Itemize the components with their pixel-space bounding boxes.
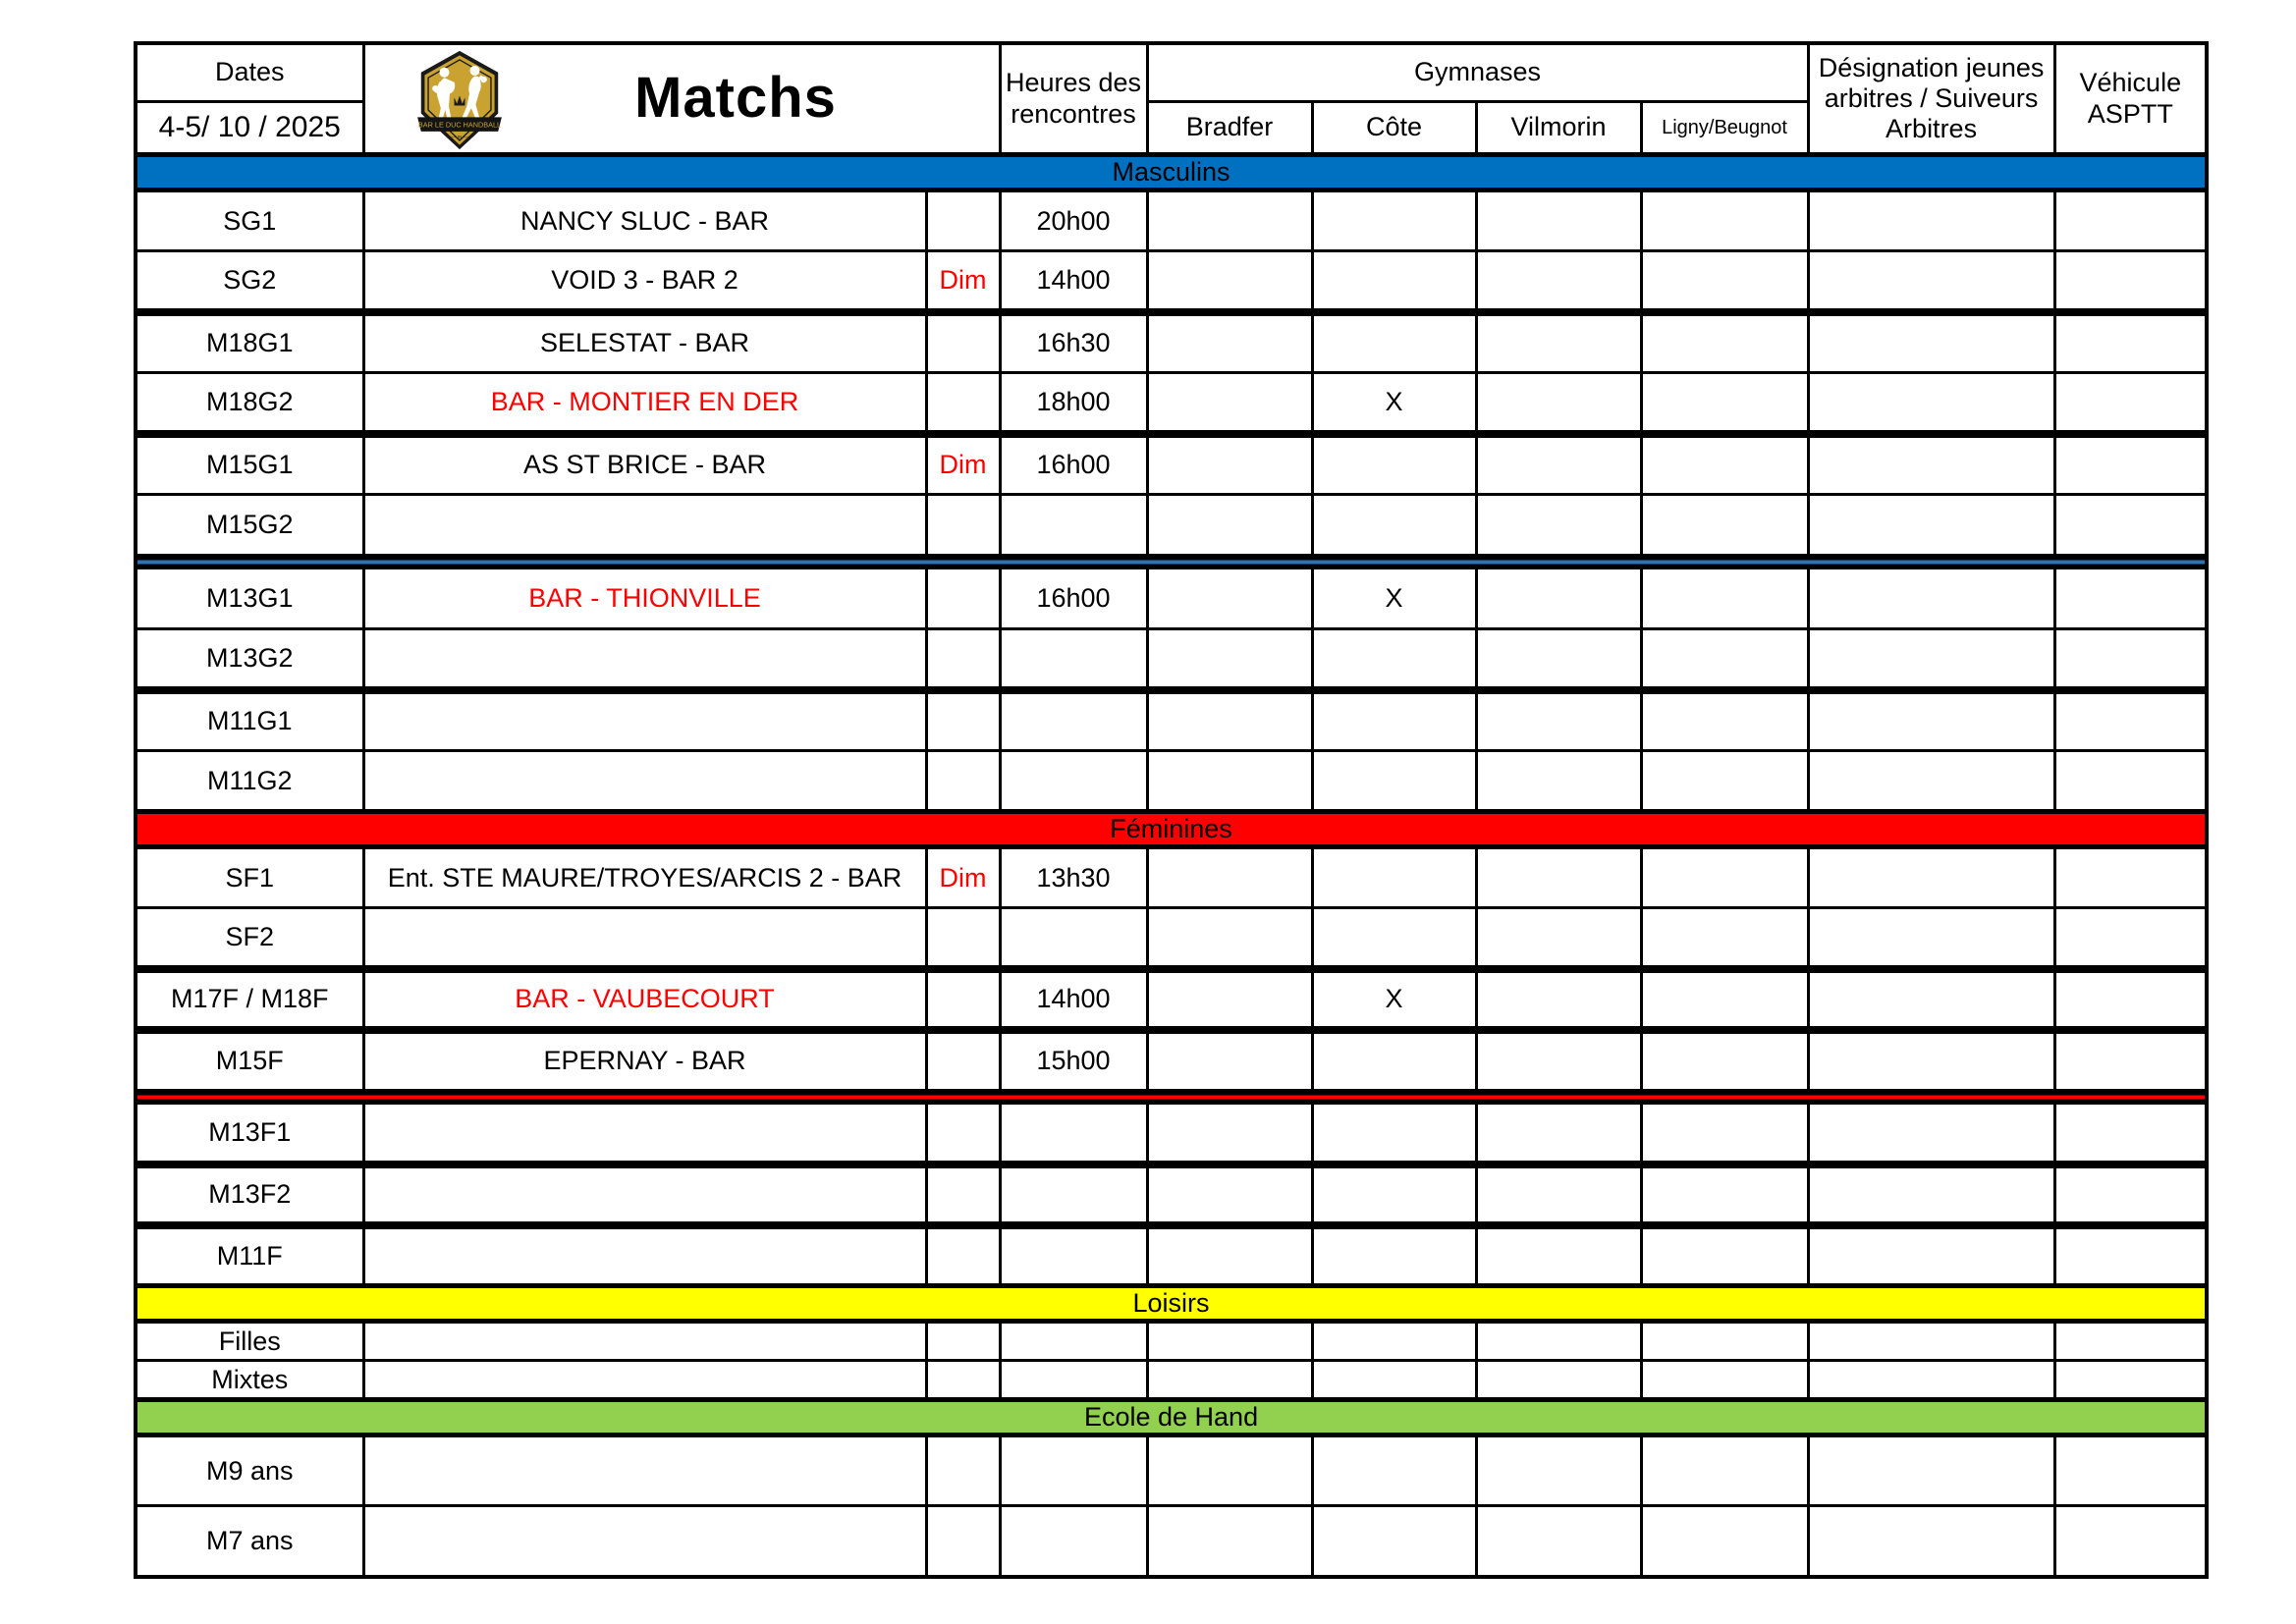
- time-cell: [1000, 495, 1147, 556]
- match-cell: Ent. STE MAURE/TROYES/ARCIS 2 - BAR: [363, 847, 926, 908]
- gym-cell-ligny-beugnot: [1641, 908, 1808, 969]
- category-cell: SF2: [136, 908, 363, 969]
- designation-cell: [1808, 751, 2054, 812]
- gym-cell-bradfer: [1147, 629, 1312, 690]
- gym-cell-vilmorin: [1476, 568, 1641, 629]
- match-cell: [363, 1322, 926, 1361]
- gym-cell-bradfer: [1147, 847, 1312, 908]
- category-cell: M9 ans: [136, 1435, 363, 1506]
- gym-cell-cote: [1312, 1030, 1476, 1091]
- gym-cell-vilmorin: [1476, 251, 1641, 312]
- gym-cell-vilmorin: [1476, 1506, 1641, 1577]
- vehicule-cell: [2054, 1030, 2207, 1091]
- match-cell: [363, 751, 926, 812]
- time-cell: 14h00: [1000, 969, 1147, 1030]
- vehicule-cell: [2054, 1361, 2207, 1400]
- gym-cell-vilmorin: [1476, 312, 1641, 373]
- designation-cell: [1808, 690, 2054, 751]
- gym-cell-ligny-beugnot: [1641, 251, 1808, 312]
- gym-cell-bradfer: [1147, 373, 1312, 434]
- heures-header-cell: Heures des rencontres: [1000, 43, 1147, 155]
- time-cell: [1000, 1361, 1147, 1400]
- gym-cell-ligny-beugnot: [1641, 373, 1808, 434]
- dim-cell: [926, 373, 1000, 434]
- category-cell: M15G2: [136, 495, 363, 556]
- time-cell: [1000, 1104, 1147, 1164]
- match-cell: SELESTAT - BAR: [363, 312, 926, 373]
- club-logo: [409, 49, 511, 151]
- gym-cell-bradfer: [1147, 190, 1312, 251]
- dim-cell: [926, 1104, 1000, 1164]
- vehicule-header-cell: Véhicule ASPTT: [2054, 43, 2207, 155]
- gym-cell-bradfer: [1147, 495, 1312, 556]
- category-cell: M17F / M18F: [136, 969, 363, 1030]
- designation-cell: [1808, 495, 2054, 556]
- match-cell: EPERNAY - BAR: [363, 1030, 926, 1091]
- category-cell: M11F: [136, 1225, 363, 1286]
- gym-cell-vilmorin: [1476, 690, 1641, 751]
- page-title: Matchs: [634, 66, 837, 131]
- match-schedule-table: [134, 41, 2209, 1579]
- gym-cell-bradfer: [1147, 969, 1312, 1030]
- match-cell: [363, 1225, 926, 1286]
- gym-cell-cote: [1312, 629, 1476, 690]
- category-cell: SF1: [136, 847, 363, 908]
- dim-cell: [926, 495, 1000, 556]
- gym-cell-ligny-beugnot: [1641, 1361, 1808, 1400]
- vehicule-cell: [2054, 373, 2207, 434]
- category-cell: M13G2: [136, 629, 363, 690]
- gym-cell-ligny-beugnot: [1641, 568, 1808, 629]
- dim-cell: [926, 629, 1000, 690]
- gym-cell-ligny-beugnot: [1641, 1506, 1808, 1577]
- gym-cell-vilmorin: [1476, 373, 1641, 434]
- category-cell: M7 ans: [136, 1506, 363, 1577]
- gym-cell-cote: X: [1312, 373, 1476, 434]
- gym-cell-bradfer: [1147, 1322, 1312, 1361]
- match-cell: [363, 1435, 926, 1506]
- dim-cell: Dim: [926, 434, 1000, 495]
- category-cell: Filles: [136, 1322, 363, 1361]
- vehicule-cell: [2054, 434, 2207, 495]
- vehicule-cell: [2054, 1225, 2207, 1286]
- category-cell: M13F2: [136, 1164, 363, 1225]
- time-cell: 16h00: [1000, 568, 1147, 629]
- gym-cell-ligny-beugnot: [1641, 847, 1808, 908]
- dim-cell: [926, 1506, 1000, 1577]
- dim-cell: Dim: [926, 847, 1000, 908]
- time-cell: 15h00: [1000, 1030, 1147, 1091]
- gym-cell-cote: X: [1312, 969, 1476, 1030]
- vehicule-cell: [2054, 690, 2207, 751]
- dim-cell: Dim: [926, 251, 1000, 312]
- gym-cell-bradfer: [1147, 434, 1312, 495]
- gym-cell-cote: [1312, 1322, 1476, 1361]
- match-cell: [363, 629, 926, 690]
- logo-banner-text: BAR LE DUC HANDBALL: [417, 120, 501, 130]
- match-cell: [363, 690, 926, 751]
- gym-cell-bradfer: [1147, 1506, 1312, 1577]
- designation-cell: [1808, 969, 2054, 1030]
- vehicule-cell: [2054, 629, 2207, 690]
- vehicule-cell: [2054, 190, 2207, 251]
- gym-cell-ligny-beugnot: [1641, 1164, 1808, 1225]
- gym-cell-vilmorin: [1476, 969, 1641, 1030]
- vehicule-cell: [2054, 847, 2207, 908]
- gym-cell-ligny-beugnot: [1641, 434, 1808, 495]
- designation-cell: [1808, 312, 2054, 373]
- gym-cell-cote: [1312, 1225, 1476, 1286]
- vehicule-cell: [2054, 1322, 2207, 1361]
- vehicule-cell: [2054, 969, 2207, 1030]
- match-cell: [363, 1104, 926, 1164]
- gym-cell-cote: [1312, 751, 1476, 812]
- gym-cell-vilmorin: [1476, 1030, 1641, 1091]
- gym-cell-bradfer: [1147, 568, 1312, 629]
- gym-cell-ligny-beugnot: [1641, 629, 1808, 690]
- gym-cell-ligny-beugnot: [1641, 690, 1808, 751]
- time-cell: 16h30: [1000, 312, 1147, 373]
- section-band: Masculins: [136, 155, 2207, 190]
- category-cell: M15G1: [136, 434, 363, 495]
- gym-cell-vilmorin: [1476, 629, 1641, 690]
- gym-cell-vilmorin: [1476, 1435, 1641, 1506]
- designation-cell: [1808, 1435, 2054, 1506]
- time-cell: [1000, 1225, 1147, 1286]
- designation-cell: [1808, 434, 2054, 495]
- gym-cell-cote: [1312, 251, 1476, 312]
- date-value-cell: 4-5/ 10 / 2025: [136, 102, 363, 155]
- match-cell: BAR - MONTIER EN DER: [363, 373, 926, 434]
- gym-cell-cote: [1312, 434, 1476, 495]
- gym-cell-vilmorin: [1476, 908, 1641, 969]
- match-cell: [363, 1361, 926, 1400]
- gymnases-header-cell: Gymnases: [1147, 43, 1808, 102]
- gym-cell-vilmorin: [1476, 495, 1641, 556]
- category-cell: M18G1: [136, 312, 363, 373]
- gym-cell-ligny-beugnot: [1641, 751, 1808, 812]
- gym-cell-bradfer: [1147, 1104, 1312, 1164]
- vehicule-cell: [2054, 251, 2207, 312]
- gym-col-vilmorin: Vilmorin: [1476, 102, 1641, 155]
- match-cell: [363, 1506, 926, 1577]
- gym-cell-cote: [1312, 1164, 1476, 1225]
- gym-cell-vilmorin: [1476, 190, 1641, 251]
- gym-cell-bradfer: [1147, 1361, 1312, 1400]
- dim-cell: [926, 969, 1000, 1030]
- gym-cell-bradfer: [1147, 251, 1312, 312]
- designation-cell: [1808, 847, 2054, 908]
- gym-cell-ligny-beugnot: [1641, 312, 1808, 373]
- category-cell: M13F1: [136, 1104, 363, 1164]
- vehicule-cell: [2054, 1435, 2207, 1506]
- gym-cell-ligny-beugnot: [1641, 1435, 1808, 1506]
- category-cell: SG2: [136, 251, 363, 312]
- designation-cell: [1808, 1506, 2054, 1577]
- match-cell: VOID 3 - BAR 2: [363, 251, 926, 312]
- time-cell: 18h00: [1000, 373, 1147, 434]
- gym-cell-cote: [1312, 908, 1476, 969]
- category-cell: M11G2: [136, 751, 363, 812]
- match-cell: NANCY SLUC - BAR: [363, 190, 926, 251]
- designation-cell: [1808, 1322, 2054, 1361]
- gym-cell-ligny-beugnot: [1641, 1104, 1808, 1164]
- time-cell: [1000, 908, 1147, 969]
- gym-cell-ligny-beugnot: [1641, 1322, 1808, 1361]
- gym-cell-vilmorin: [1476, 1104, 1641, 1164]
- vehicule-cell: [2054, 908, 2207, 969]
- gym-cell-ligny-beugnot: [1641, 1225, 1808, 1286]
- vehicule-cell: [2054, 495, 2207, 556]
- designation-cell: [1808, 1030, 2054, 1091]
- gym-cell-vilmorin: [1476, 1164, 1641, 1225]
- dim-cell: [926, 1361, 1000, 1400]
- gym-col-bradfer: Bradfer: [1147, 102, 1312, 155]
- designation-cell: [1808, 1225, 2054, 1286]
- designation-cell: [1808, 629, 2054, 690]
- gym-cell-cote: [1312, 190, 1476, 251]
- match-cell: BAR - VAUBECOURT: [363, 969, 926, 1030]
- gym-col-cote: Côte: [1312, 102, 1476, 155]
- designation-cell: [1808, 1361, 2054, 1400]
- time-cell: [1000, 1435, 1147, 1506]
- category-cell: Mixtes: [136, 1361, 363, 1400]
- time-cell: [1000, 1322, 1147, 1361]
- schedule-rows: [136, 155, 2207, 1577]
- designation-cell: [1808, 1104, 2054, 1164]
- vehicule-cell: [2054, 1104, 2207, 1164]
- gym-cell-cote: [1312, 1435, 1476, 1506]
- dim-cell: [926, 568, 1000, 629]
- category-cell: M15F: [136, 1030, 363, 1091]
- designation-cell: [1808, 251, 2054, 312]
- dates-header-cell: Dates: [136, 43, 363, 102]
- time-cell: 16h00: [1000, 434, 1147, 495]
- gym-cell-ligny-beugnot: [1641, 495, 1808, 556]
- gym-cell-bradfer: [1147, 312, 1312, 373]
- match-cell: [363, 1164, 926, 1225]
- gym-cell-bradfer: [1147, 1164, 1312, 1225]
- dim-cell: [926, 690, 1000, 751]
- category-cell: M18G2: [136, 373, 363, 434]
- designation-cell: [1808, 568, 2054, 629]
- gym-cell-vilmorin: [1476, 847, 1641, 908]
- dim-cell: [926, 190, 1000, 251]
- dim-cell: [926, 1322, 1000, 1361]
- dim-cell: [926, 1030, 1000, 1091]
- gym-cell-cote: X: [1312, 568, 1476, 629]
- separator-line: [136, 556, 2207, 568]
- gym-cell-ligny-beugnot: [1641, 190, 1808, 251]
- gym-cell-bradfer: [1147, 908, 1312, 969]
- matchs-header-cell: [363, 43, 1000, 155]
- time-cell: [1000, 751, 1147, 812]
- section-band: Féminines: [136, 812, 2207, 847]
- gym-cell-vilmorin: [1476, 751, 1641, 812]
- gym-cell-cote: [1312, 690, 1476, 751]
- designation-cell: [1808, 190, 2054, 251]
- gym-cell-cote: [1312, 312, 1476, 373]
- gym-cell-cote: [1312, 1506, 1476, 1577]
- dim-cell: [926, 312, 1000, 373]
- gym-cell-vilmorin: [1476, 1322, 1641, 1361]
- time-cell: 20h00: [1000, 190, 1147, 251]
- gym-cell-bradfer: [1147, 1435, 1312, 1506]
- gym-cell-cote: [1312, 1361, 1476, 1400]
- dim-cell: [926, 1164, 1000, 1225]
- match-cell: AS ST BRICE - BAR: [363, 434, 926, 495]
- vehicule-cell: [2054, 312, 2207, 373]
- designation-cell: [1808, 373, 2054, 434]
- match-cell: BAR - THIONVILLE: [363, 568, 926, 629]
- gym-cell-cote: [1312, 1104, 1476, 1164]
- category-cell: M13G1: [136, 568, 363, 629]
- match-cell: [363, 908, 926, 969]
- gym-cell-ligny-beugnot: [1641, 1030, 1808, 1091]
- category-cell: M11G1: [136, 690, 363, 751]
- vehicule-cell: [2054, 1506, 2207, 1577]
- gym-cell-bradfer: [1147, 751, 1312, 812]
- time-cell: [1000, 629, 1147, 690]
- logo-bottom-text: — IN —: [451, 135, 467, 140]
- gym-cell-cote: [1312, 495, 1476, 556]
- vehicule-cell: [2054, 568, 2207, 629]
- separator-line: [136, 1091, 2207, 1104]
- time-cell: [1000, 1506, 1147, 1577]
- time-cell: 13h30: [1000, 847, 1147, 908]
- dim-cell: [926, 908, 1000, 969]
- vehicule-cell: [2054, 1164, 2207, 1225]
- vehicule-cell: [2054, 751, 2207, 812]
- gym-col-ligny-beugnot: Ligny/Beugnot: [1641, 102, 1808, 155]
- gym-cell-cote: [1312, 847, 1476, 908]
- dim-cell: [926, 1225, 1000, 1286]
- gym-cell-bradfer: [1147, 1225, 1312, 1286]
- gym-cell-vilmorin: [1476, 434, 1641, 495]
- designation-cell: [1808, 1164, 2054, 1225]
- dim-cell: [926, 1435, 1000, 1506]
- dim-cell: [926, 751, 1000, 812]
- designation-header-cell: Désignation jeunes arbitres / Suiveurs Arbitres: [1808, 43, 2054, 155]
- gym-cell-bradfer: [1147, 1030, 1312, 1091]
- category-cell: SG1: [136, 190, 363, 251]
- gym-cell-bradfer: [1147, 690, 1312, 751]
- gym-cell-ligny-beugnot: [1641, 969, 1808, 1030]
- time-cell: [1000, 690, 1147, 751]
- section-band: Loisirs: [136, 1286, 2207, 1322]
- time-cell: [1000, 1164, 1147, 1225]
- gym-cell-vilmorin: [1476, 1361, 1641, 1400]
- designation-cell: [1808, 908, 2054, 969]
- gym-cell-vilmorin: [1476, 1225, 1641, 1286]
- match-cell: [363, 495, 926, 556]
- time-cell: 14h00: [1000, 251, 1147, 312]
- section-band: Ecole de Hand: [136, 1400, 2207, 1435]
